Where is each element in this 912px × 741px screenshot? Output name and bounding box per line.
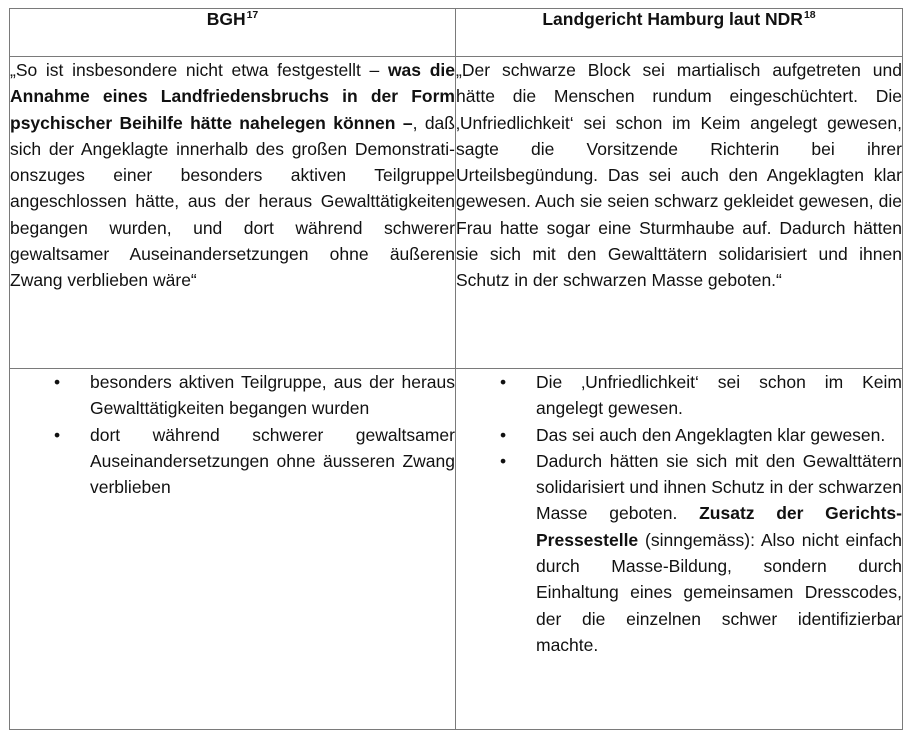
footnote-ref-18[interactable]: 18 xyxy=(803,9,816,21)
list-item xyxy=(10,422,455,501)
footnote-ref-17[interactable]: 17 xyxy=(246,9,259,21)
header-landgericht xyxy=(456,9,903,57)
bgh-bullet-list xyxy=(10,369,455,500)
list-item xyxy=(456,422,902,448)
bullet-text: Die ‚Unfriedlichkeit‘ sei schon im Keim angelegt gewesen. xyxy=(536,372,902,419)
landgericht-bullet-list xyxy=(456,369,902,658)
bgh-quote-cell xyxy=(10,57,456,369)
quote-row xyxy=(10,57,903,369)
header-bgh-label: BGH xyxy=(206,9,246,29)
bullet-icon: • xyxy=(54,372,61,392)
list-item xyxy=(10,369,455,422)
landgericht-quote-cell xyxy=(456,57,903,369)
bullet-icon: • xyxy=(500,372,507,392)
bgh-quote-text-2: , daß sich der Angeklagte innerhalb des großen Demonstrationszuges einer besonders aktiven Teilgruppe angeschlossen hätte, aus der heraus Gewalttätigkeiten begangen wurden, und dort während schwerer gewaltsamer Auseinandersetzungen ohne äußeren Zwang verblieben wäre“ xyxy=(10,112,455,291)
bgh-quote-bold: was die Annahme eines Landfriedensbruchs in der Form psychischer Beihilfe hätte nahelegen können – xyxy=(10,60,455,133)
list-item xyxy=(456,448,902,658)
landgericht-bullets-cell xyxy=(456,369,903,730)
bullet-icon: • xyxy=(500,424,507,445)
bgh-bullets-cell xyxy=(10,369,456,730)
bullet-text-after: (sinngemäss): Also nicht einfach durch Masse-Bildung, sondern durch Einhaltung eines gemeinsamen Dresscodes, der die einzelnen schwer identifizierbar machte. xyxy=(536,529,902,655)
bullet-row xyxy=(10,369,903,730)
bullet-icon: • xyxy=(500,450,507,471)
list-item xyxy=(456,369,902,422)
header-bgh xyxy=(10,9,456,57)
bullet-icon: • xyxy=(54,424,61,445)
landgericht-quote-text: „Der schwarze Block sei martialisch aufgetreten und hätte die Menschen rundum eingeschüchtert. Die ‚Unfriedlichkeit‘ sei schon im Keim angelegt gewesen, sagte die Vorsitzende Richterin bei ihrer Urteilsbegündung. Das sei auch den Angeklagten klar gewesen. Auch sie seien schwarz gekleidet gewesen, die Frau hatte sogar eine Sturmhaube auf. Dadurch hätten sie sich mit den Gewalttätern solidarisiert und ihnen Schutz in der schwarzen Masse geboten.“ xyxy=(456,60,902,291)
header-landgericht-label: Landgericht Hamburg laut NDR xyxy=(542,9,803,29)
header-row xyxy=(10,9,903,57)
bullet-text: besonders aktiven Teilgruppe, aus der heraus Gewalttätigkeiten begangen wurden xyxy=(90,372,455,419)
bullet-text: Das sei auch den Angeklagten klar gewesen. xyxy=(536,424,886,445)
comparison-table xyxy=(9,8,903,730)
bullet-text: Dadurch hätten sie sich mit den Gewalttätern solidarisiert und ihnen Schutz in der schwarzen Masse geboten. xyxy=(536,450,902,524)
bullet-bold-text: Zusatz der Gerichts-Pressestelle xyxy=(536,503,902,550)
bgh-quote-text-1: „So ist insbesondere nicht etwa festgestellt – xyxy=(10,60,388,80)
bullet-text: dort während schwerer gewaltsamer Auseinandersetzungen ohne äusseren Zwang verblieben xyxy=(90,424,455,498)
